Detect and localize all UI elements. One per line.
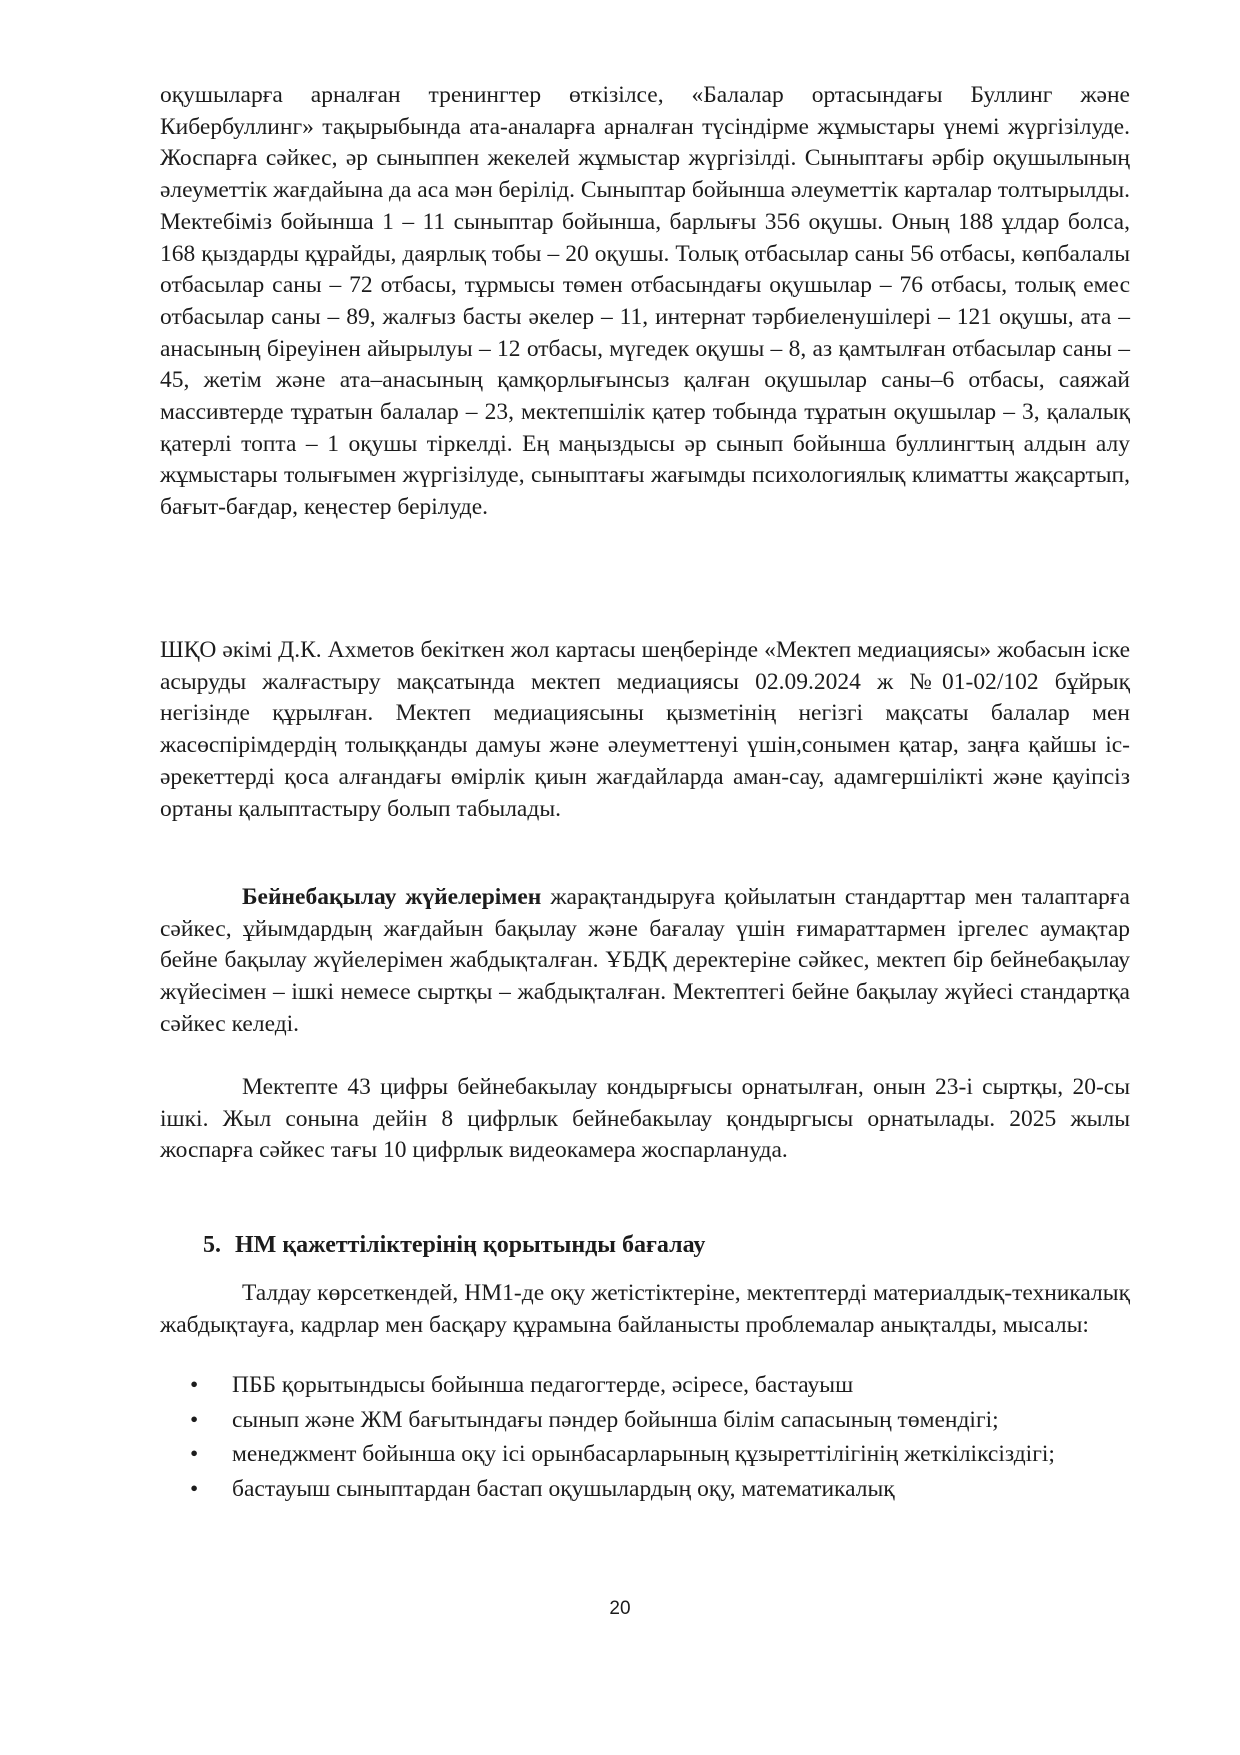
section-heading (203, 1232, 705, 1259)
problems-list (190, 1370, 1130, 1509)
paragraph-video-surveillance-text: жарақтандыруға қойылатын стандарттар мен талаптарға сәйкес, ұйымдардың жағдайын бақылау және бағалау үшін ғимараттармен іргелес аумақтар бейне бақылау жүйелерімен жабдықталған. ҰБДҚ деректеріне сәйкес, мектеп бір бейнебақылау жүйесімен – ішкі немесе сыртқы – жабдықталған. Мектептегі бейне бақылау жүйесі стандартқа сәйкес келеді. (160, 884, 1130, 1037)
section-number: 5. (203, 1232, 221, 1258)
list-item: • сынып және ЖМ бағытындағы пәндер бойынша білім сапасының төмендігі; (190, 1405, 1130, 1437)
bullet-icon: • (190, 1372, 199, 1398)
bullet-icon: • (190, 1441, 199, 1468)
list-item: • менеджмент бойынша оқу ісі орынбасарларының құзыреттілігінің жеткіліксіздігі; (190, 1439, 1130, 1471)
bullet-icon: • (190, 1406, 199, 1433)
paragraph-mediation: ШҚО әкімі Д.К. Ахметов бекіткен жол картасы шеңберінде «Мектеп медиациясы» жобасын іске асыруды жалғастыру мақсатында мектеп медиациясы 02.09.2024 ж №01-02/102 бұйрық негізінде құрылған. Мектеп медиациясыны қызметінің негізгі мақсаты балалар мен жасөспірімдердің толыққанды дамуы және әлеуметтенуі үшін,сонымен қатар, заңға қайшы іс-әрекеттерді қоса алғандағы өмірлік қиын жағдайларда аман-сау, адамгершілікті және қауіпсіз ортаны қалыптастыру болып табылады. (160, 637, 1130, 822)
section-title: НМ қажеттіліктерінің қорытынды бағалау (235, 1232, 706, 1258)
list-item: • бастауыш сыныптардан бастап оқушылардың оқу, математикалық (190, 1474, 1130, 1506)
bold-phrase-video-surveillance: Бейнебақылау жүйелерімен (242, 884, 542, 910)
paragraph-cameras: Мектепте 43 цифры бейнебакылау кондырғысы орнатылған, онын 23-і сыртқы, 20-сы ішкі. Жыл сонына дейін 8 цифрлык бейнебакылау қондыргысы орнатылады. 2025 жылы жоспарға сәйкес тағы 10 цифрлык видеокамера жоспарлануда. (160, 1074, 1130, 1164)
list-item: • ПББ қорытындысы бойынша педагогтерде, әсіресе, бастауыш (190, 1370, 1130, 1402)
page-number: 20 (609, 1598, 631, 1619)
paragraph-bullying-social: оқушыларға арналған тренингтер өткізілсе, «Балалар ортасындағы Буллинг және Кибербуллинг» тақырыбында ата-аналарға арналған түсіндірме жұмыстары үнемі жүргізілуде. Жоспарға сәйкес, әр сыныппен жекелей жұмыстар жүргізілді. Сыныптағы әрбір оқушылының әлеуметтік жағдайына да аса мән берілід. Сыныптар бойынша әлеуметтік карталар толтырылды. Мектебіміз бойынша 1 – 11 сыныптар бойынша, барлығы 356 оқушы. Оның 188 ұлдар болса, 168 қыздарды құрайды, даярлық тобы – 20 оқушы. Толық отбасылар саны 56 отбасы, көпбалалы отбасылар саны – 72 отбасы, тұрмысы төмен отбасындағы оқушылар – 76 отбасы, толық емес отбасылар саны – 89, жалғыз басты әкелер – 11, интернат тәрбиеленушілері – 121 оқушы, ата – анасының біреуінен айырылуы – 12 отбасы, мүгедек оқушы – 8, аз қамтылған отбасылар саны – 45, жетім және ата–анасының қамқорлығынсыз қалған оқушылар саны–6 отбасы, саяжай массивтерде тұратын балалар – 23, мектепшілік қатер тобында тұратын оқушылар – 3, қалалық қатерлі топта – 1 оқушы тіркелді. Ең маңыздысы әр сынып бойынша буллингтың алдын алу жұмыстары толығымен жүргізілуде, сыныптағы жағымды психологиялық климатты жақсартып, бағыт-бағдар, кеңестер берілуде. (160, 82, 1130, 521)
paragraph-video-surveillance (160, 882, 1130, 1041)
bullet-icon: • (190, 1476, 199, 1503)
paragraph-analysis: Талдау көрсеткендей, НМ1-де оқу жетістіктеріне, мектептерді материалдық-техникалық жабдықтауға, кадрлар мен басқару құрамына байланысты проблемалар анықталды, мысалы: (160, 1280, 1130, 1338)
